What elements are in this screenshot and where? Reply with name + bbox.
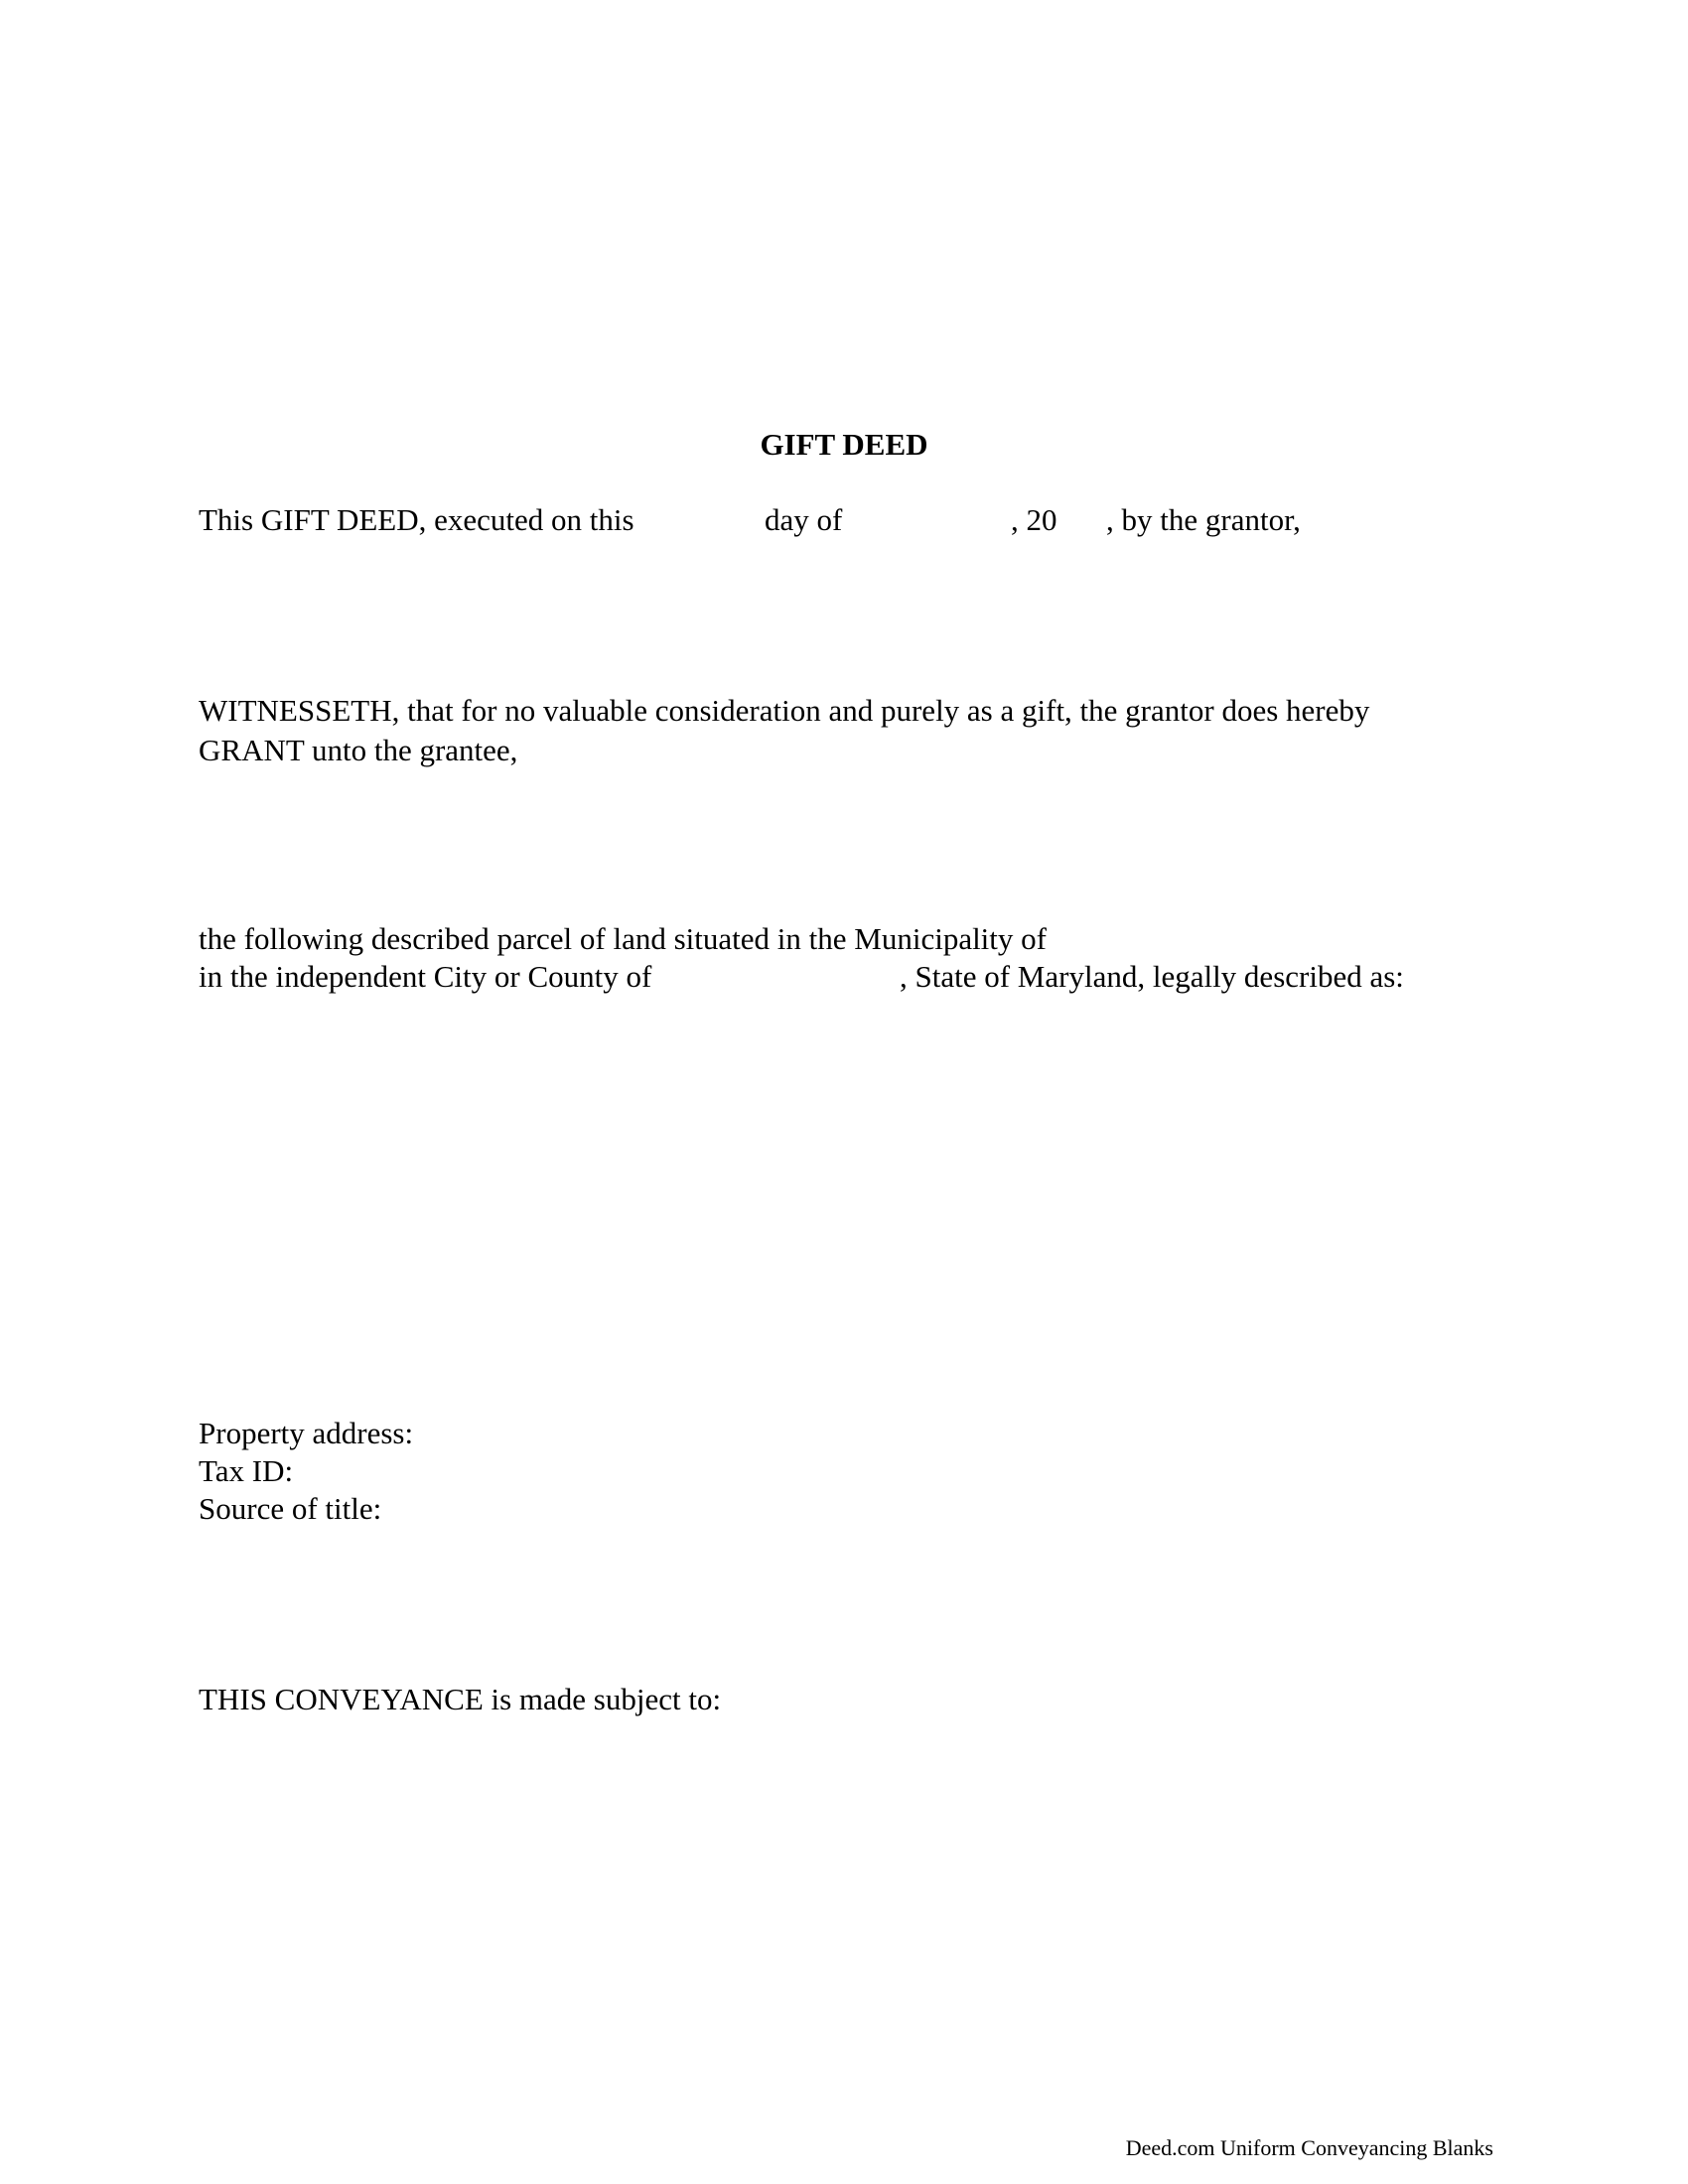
intro-text-grantor: , by the grantor, — [1106, 502, 1301, 537]
footer-text: Deed.com Uniform Conveyancing Blanks — [1125, 2135, 1493, 2160]
witnesseth-line-2: GRANT unto the grantee, — [199, 733, 518, 767]
witnesseth-line-1: WITNESSETH, that for no valuable consideration and purely as a gift, the grantor does hereby — [199, 693, 1370, 728]
intro-text-executed: This GIFT DEED, executed on this — [199, 502, 634, 537]
intro-text-year: , 20 — [1011, 502, 1057, 537]
property-address-label: Property address: — [199, 1416, 414, 1450]
source-of-title-label: Source of title: — [199, 1491, 382, 1526]
tax-id-label: Tax ID: — [199, 1453, 294, 1488]
parcel-text-state: , State of Maryland, legally described as: — [900, 959, 1404, 994]
parcel-line-1: the following described parcel of land situated in the Municipality of — [199, 921, 1047, 956]
intro-text-day-of: day of — [765, 502, 843, 537]
conveyance-line: THIS CONVEYANCE is made subject to: — [199, 1682, 722, 1716]
document-title: GIFT DEED — [760, 427, 928, 462]
parcel-text-county: in the independent City or County of — [199, 959, 652, 994]
